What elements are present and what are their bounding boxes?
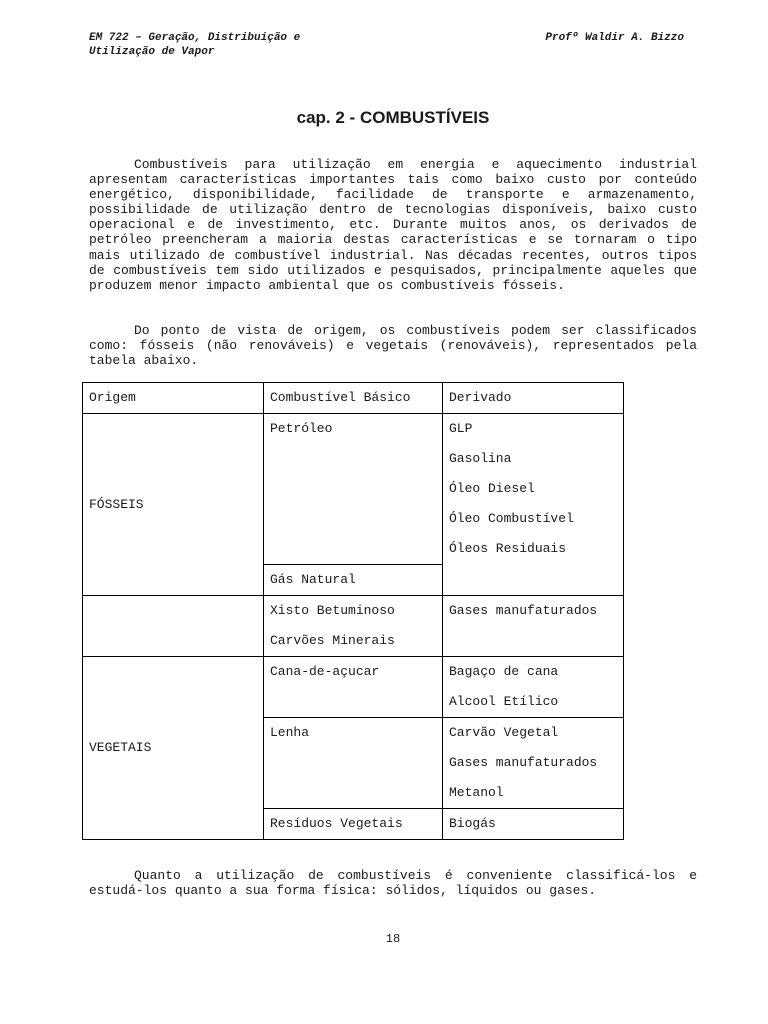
derivatives-cell (443, 596, 624, 657)
fuel-classification-table (82, 382, 624, 840)
fuel-label: Xisto Betuminoso (270, 603, 395, 618)
chapter-title: cap. 2 - COMBUSTÍVEIS (296, 108, 490, 127)
derivative-label: Óleos Residuais (449, 541, 567, 556)
header-course-line2: Utilização de Vapor (89, 46, 215, 58)
intro-paragraph: Combustíveis para utilização em energia e aquecimento industrial apresentam características importantes tais como baixo custo por conteúdo energético, disponibilidade, facilidade de transporte e armazenamento, possibilidade de utilização dentro de tecnologias disponíveis, baixo custo operacional e de investimento, etc. Durante muitos anos, os derivados de petróleo preencheram a maioria destas características e se tornaram o tipo mais utilizado de combustível industrial. Nas décadas recentes, outros tipos de combustíveis tem sido utilizados e pesquisados, principalmente aqueles que produzem menor impacto ambiental que os combustíveis fósseis. (89, 157, 697, 293)
header-course-line1: EM 722 – Geração, Distribuição e (89, 32, 301, 44)
origin-empty-cell (83, 596, 264, 657)
fuel-label: Cana-de-açucar (270, 664, 380, 679)
derivatives-cell (443, 414, 624, 596)
fuel-cell (264, 414, 443, 565)
header-professor: Profº Waldir A. Bizzo (545, 32, 684, 44)
derivative-label: Metanol (449, 785, 504, 800)
derivatives-cell (443, 657, 624, 718)
fuel-cell (264, 596, 443, 657)
table-row (83, 414, 624, 565)
table-row (83, 657, 624, 718)
fuel-cell (264, 657, 443, 718)
fuel-cell (264, 565, 443, 596)
page-number: 18 (385, 932, 401, 946)
derivative-label: Gases manufaturados (449, 603, 598, 618)
classification-paragraph: Do ponto de vista de origem, os combustíveis podem ser classificados como: fósseis (não renováveis) e vegetais (renováveis), representados pela tabela abaixo. (89, 323, 697, 369)
table-header-row (83, 383, 624, 414)
header-cell-origem: Origem (83, 383, 264, 414)
derivative-label: GLP (449, 421, 473, 436)
derivative-label: Óleo Combustível (449, 511, 574, 526)
derivatives-cell (443, 809, 624, 840)
derivatives-cell (443, 718, 624, 809)
origin-label: FÓSSEIS (89, 496, 144, 512)
fuel-label: Lenha (270, 725, 310, 740)
derivative-label: Biogás (449, 816, 496, 831)
fuel-cell (264, 809, 443, 840)
fuel-cell (264, 718, 443, 809)
origin-vegetais-cell (83, 657, 264, 840)
header-cell-derivado: Derivado (443, 383, 624, 414)
derivative-label: Óleo Diesel (449, 481, 535, 496)
header-cell-combustivel: Combustível Básico (264, 383, 443, 414)
fuel-label: Gás Natural (270, 572, 356, 587)
fuel-label: Petróleo (270, 421, 333, 436)
table-row (83, 596, 624, 657)
physical-form-paragraph: Quanto a utilização de combustíveis é conveniente classificá-los e estudá-los quanto a sua forma física: sólidos, líquidos ou gases. (89, 868, 697, 899)
header-course (89, 31, 300, 59)
origin-label: VEGETAIS (89, 740, 152, 755)
derivative-label: Gasolina (449, 451, 512, 466)
fuel-label: Carvões Minerais (270, 633, 395, 648)
derivative-label: Gases manufaturados (449, 755, 598, 770)
fuel-label: Resíduos Vegetais (270, 816, 403, 831)
derivative-label: Carvão Vegetal (449, 725, 559, 740)
origin-fosseis-cell (83, 414, 264, 596)
derivative-label: Alcool Etílico (449, 694, 559, 709)
derivative-label: Bagaço de cana (449, 664, 559, 679)
